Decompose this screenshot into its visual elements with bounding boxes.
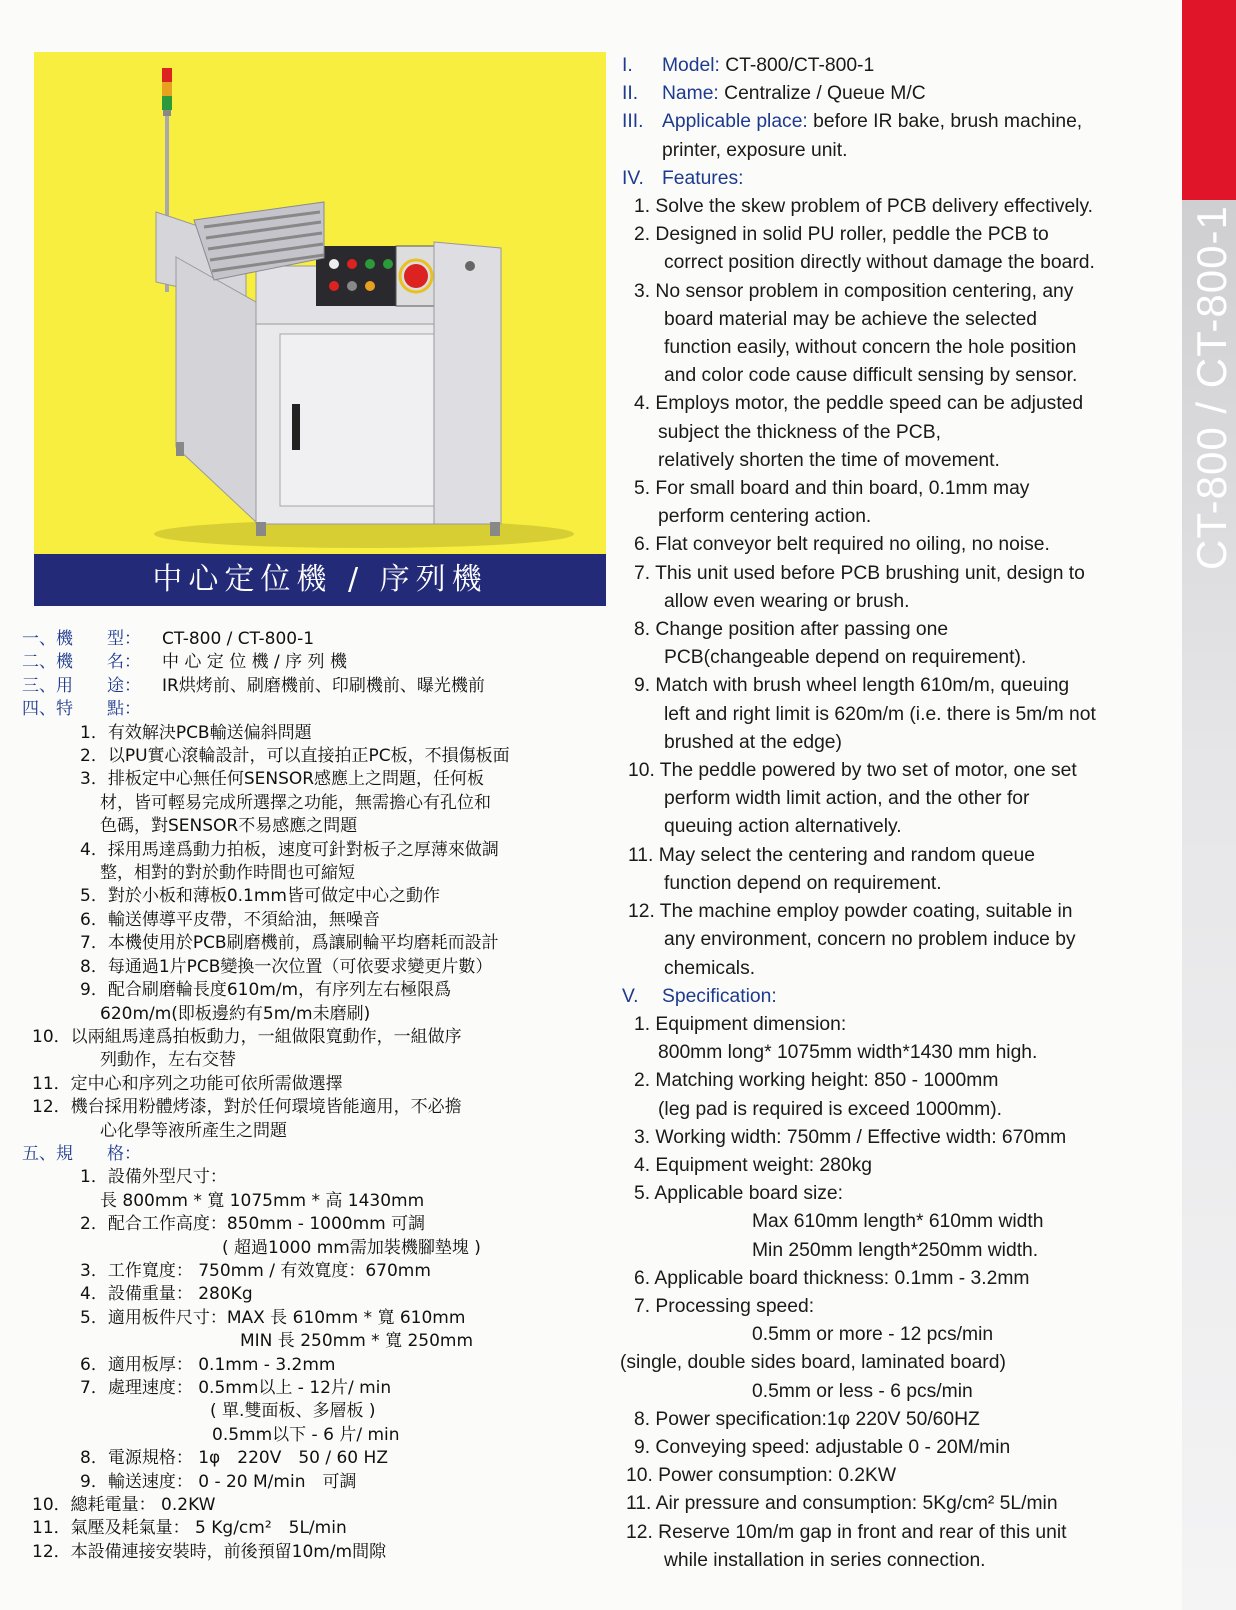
en-spec-5b: Max 610mm length* 610mm width [752, 1211, 1044, 1233]
en-spec-6: 6. Applicable board thickness: 0.1mm - 3.2mm [634, 1267, 1030, 1289]
en-place-row: III. Applicable place: before IR bake, brush machine, [622, 111, 1083, 133]
en-feature-8b: PCB(changeable depend on requirement). [664, 647, 1027, 669]
en-feature-2a: 2. Designed in solid PU roller, peddle the PCB to [634, 224, 1049, 246]
en-spec-8: 8. Power specification:1φ 220V 50/60HZ [634, 1408, 980, 1430]
en-feature-9b: left and right limit is 620m/m (i.e. there is 5m/m not [664, 703, 1096, 725]
en-feature-5b: perform centering action. [658, 506, 872, 528]
cn-use-label: 三、用 途： [22, 675, 141, 696]
cn-feature-6: 6．輸送傳導平皮帶，不須給油，無噪音 [80, 909, 380, 930]
cn-spec-heading: 五、規 格： [22, 1143, 141, 1164]
cn-spec-8: 8．電源規格： 1φ 220V 50 / 60 HZ [80, 1448, 388, 1469]
en-feature-3b: board material may be achieve the selected [664, 308, 1037, 330]
cn-feature-3b: 材，皆可輕易完成所選擇之功能，無需擔心有孔位和 [100, 792, 491, 813]
cn-feature-7: 7．本機使用於PCB刷磨機前，爲讓刷輪平均磨耗而設計 [80, 933, 499, 954]
en-spec-2a: 2. Matching working height: 850 - 1000mm [634, 1070, 999, 1092]
en-spec-3: 3. Working width: 750mm / Effective width: 670mm [634, 1126, 1067, 1148]
cn-spec-3: 3．工作寬度： 750mm / 有效寬度：670mm [80, 1260, 431, 1281]
en-features-heading: IV. Features: [622, 167, 744, 189]
cn-feature-10b: 列動作，左右交替 [100, 1050, 236, 1071]
en-feature-4a: 4. Employs motor, the peddle speed can be adjusted [634, 393, 1084, 415]
cn-spec-11: 11．氣壓及耗氣量： 5 Kg/cm² 5L/min [32, 1518, 347, 1539]
cn-model-value: CT-800 / CT-800-1 [162, 629, 315, 649]
cn-use-row [22, 675, 612, 698]
en-place-row-2: printer, exposure unit. [662, 139, 848, 161]
cn-spec-12: 12．本設備連接安裝時，前後預留10m/m間隙 [32, 1541, 387, 1562]
en-feature-12b: any environment, concern no problem induce by [664, 929, 1076, 951]
cn-spec-7b: ( 單.雙面板、多層板 ) [210, 1401, 376, 1422]
cn-model-label: 一、機 型： [22, 629, 141, 649]
cn-feature-10a: 10．以兩組馬達爲拍板動力，一組做限寬動作，一組做序 [32, 1026, 462, 1047]
en-spec-9: 9. Conveying speed: adjustable 0 - 20M/min [634, 1436, 1011, 1458]
product-caption: 中心定位機 / 序列機 [34, 554, 606, 606]
en-feature-10b: perform width limit action, and the other for [664, 788, 1030, 810]
en-spec-11: 11. Air pressure and consumption: 5Kg/cm² 5L/min [626, 1493, 1058, 1515]
en-feature-3c: function easily, without concern the hole position [664, 337, 1077, 359]
machine-illustration [34, 52, 606, 554]
en-feature-10c: queuing action alternatively. [664, 816, 902, 838]
en-feature-4c: relatively shorten the time of movement. [658, 449, 1000, 471]
cn-feature-1: 1．有效解決PCB輸送偏斜問題 [80, 722, 312, 743]
cn-spec-10: 10．總耗電量： 0.2KW [32, 1495, 216, 1516]
cn-spec-7a: 7．處理速度： 0.5mm以上 - 12片/ min [80, 1378, 392, 1398]
en-spec-5c: Min 250mm length*250mm width. [752, 1239, 1039, 1261]
cn-feature-5: 5．對於小板和薄板0.1mm皆可做定中心之動作 [80, 886, 440, 907]
cn-feature-9a: 9．配合刷磨輪長度610m/m，有序列左右極限爲 [80, 980, 452, 1001]
cn-feature-12a: 12．機台採用粉體烤漆，對於任何環境皆能適用，不必擔 [32, 1097, 462, 1118]
en-feature-3d: and color code cause difficult sensing by sensor. [664, 365, 1078, 387]
cn-spec-7c: 0.5mm以下 - 6 片/ min [212, 1424, 400, 1445]
en-feature-3a: 3. No sensor problem in composition centering, any [634, 280, 1074, 302]
cn-feature-9b: 620m/m(即板邊約有5m/m未磨刷) [100, 1003, 371, 1024]
chinese-spec-column [22, 628, 612, 1564]
en-spec-4: 4. Equipment weight: 280kg [634, 1154, 872, 1176]
cn-spec-4: 4．設備重量： 280Kg [80, 1284, 253, 1305]
en-spec-10: 10. Power consumption: 0.2KW [626, 1465, 897, 1487]
cn-model-row [22, 628, 612, 651]
en-name-row: II. Name: Centralize / Queue M/C [622, 83, 926, 105]
en-model-row: I. Model: CT-800/CT-800-1 [622, 55, 875, 76]
en-feature-11b: function depend on requirement. [664, 872, 942, 894]
en-feature-6: 6. Flat conveyor belt required no oiling, no noise. [634, 534, 1050, 556]
product-photo [34, 52, 606, 554]
cn-name-label: 二、機 名： [22, 652, 141, 673]
side-tab-red [1182, 0, 1236, 200]
en-feature-9c: brushed at the edge) [664, 731, 842, 753]
en-spec-5a: 5. Applicable board size: [634, 1183, 844, 1205]
en-feature-8a: 8. Change position after passing one [634, 619, 949, 641]
cn-name-value: 中 心 定 位 機 / 序 列 機 [162, 652, 347, 673]
en-spec-12a: 12. Reserve 10m/m gap in front and rear of this unit [626, 1521, 1067, 1543]
cn-feature-11: 11．定中心和序列之功能可依所需做選擇 [32, 1073, 343, 1094]
en-feature-5a: 5. For small board and thin board, 0.1mm may [634, 478, 1030, 500]
cn-spec-5a: 5．適用板件尺寸：MAX 長 610mm * 寬 610mm [80, 1307, 466, 1328]
en-feature-10a: 10. The peddle powered by two set of motor, one set [628, 760, 1077, 782]
en-feature-12a: 12. The machine employ powder coating, suitable in [628, 901, 1073, 923]
en-feature-4b: subject the thickness of the PCB, [658, 421, 941, 443]
en-spec-heading: V. Specification: [622, 985, 777, 1007]
cn-spec-2b: ( 超過1000 mm需加裝機腳墊塊 ) [222, 1237, 481, 1258]
cn-feature-2: 2．以PU實心滾輪設計，可以直接拍正PC板，不損傷板面 [80, 746, 510, 767]
en-feature-12c: chemicals. [664, 957, 756, 979]
en-feature-11a: 11. May select the centering and random queue [628, 844, 1035, 866]
cn-feature-12b: 心化學等液所產生之問題 [100, 1120, 287, 1141]
cn-spec-1a: 1．設備外型尺寸： [80, 1167, 227, 1188]
cn-spec-2a: 2．配合工作高度：850mm - 1000mm 可調 [80, 1214, 426, 1235]
en-spec-12b: while installation in series connection. [664, 1549, 986, 1571]
cn-spec-6: 6．適用板厚： 0.1mm - 3.2mm [80, 1354, 336, 1375]
cn-feature-8: 8．每通過1片PCB變換一次位置（可依要求變更片數） [80, 956, 493, 977]
en-feature-2b: correct position directly without damage the board. [664, 252, 1095, 274]
en-feature-7b: allow even wearing or brush. [664, 590, 910, 612]
en-feature-1: 1. Solve the skew problem of PCB delivery effectively. [634, 196, 1094, 218]
cn-name-row [22, 651, 612, 674]
en-feature-9a: 9. Match with brush wheel length 610m/m, queuing [634, 675, 1070, 697]
cn-spec-1b: 長 800mm * 寬 1075mm * 高 1430mm [100, 1190, 425, 1211]
en-feature-7a: 7. This unit used before PCB brushing unit, design to [634, 562, 1085, 584]
en-spec-7d: 0.5mm or less - 6 pcs/min [752, 1380, 973, 1402]
cn-feature-4a: 4．採用馬達爲動力拍板，速度可針對板子之厚薄來做調 [80, 839, 499, 860]
cn-feature-3a: 3．排板定中心無任何SENSOR感應上之問題，任何板 [80, 769, 485, 790]
en-spec-1a: 1. Equipment dimension: [634, 1013, 847, 1035]
en-spec-2b: (leg pad is required is exceed 1000mm). [658, 1098, 1003, 1120]
en-spec-1b: 800mm long* 1075mm width*1430 mm high. [658, 1042, 1038, 1064]
cn-use-value: IR烘烤前、刷磨機前、印刷機前、曝光機前 [162, 675, 485, 696]
en-spec-7c: (single, double sides board, laminated board) [620, 1352, 1006, 1374]
cn-feature-3c: 色碼，對SENSOR不易感應之問題 [100, 816, 358, 837]
en-spec-7b: 0.5mm or more - 12 pcs/min [752, 1324, 994, 1346]
cn-features-heading: 四、特 點： [22, 699, 141, 720]
english-spec-column [622, 52, 1182, 1575]
en-spec-7a: 7. Processing speed: [634, 1295, 815, 1317]
cn-feature-4b: 整，相對的對於動作時間也可縮短 [100, 863, 355, 884]
cn-spec-5b: MIN 長 250mm * 寬 250mm [240, 1331, 474, 1352]
side-tab-text: CT-800 / CT-800-1 [1188, 205, 1235, 570]
cn-spec-9: 9．輸送速度： 0 - 20 M/min 可調 [80, 1471, 357, 1492]
